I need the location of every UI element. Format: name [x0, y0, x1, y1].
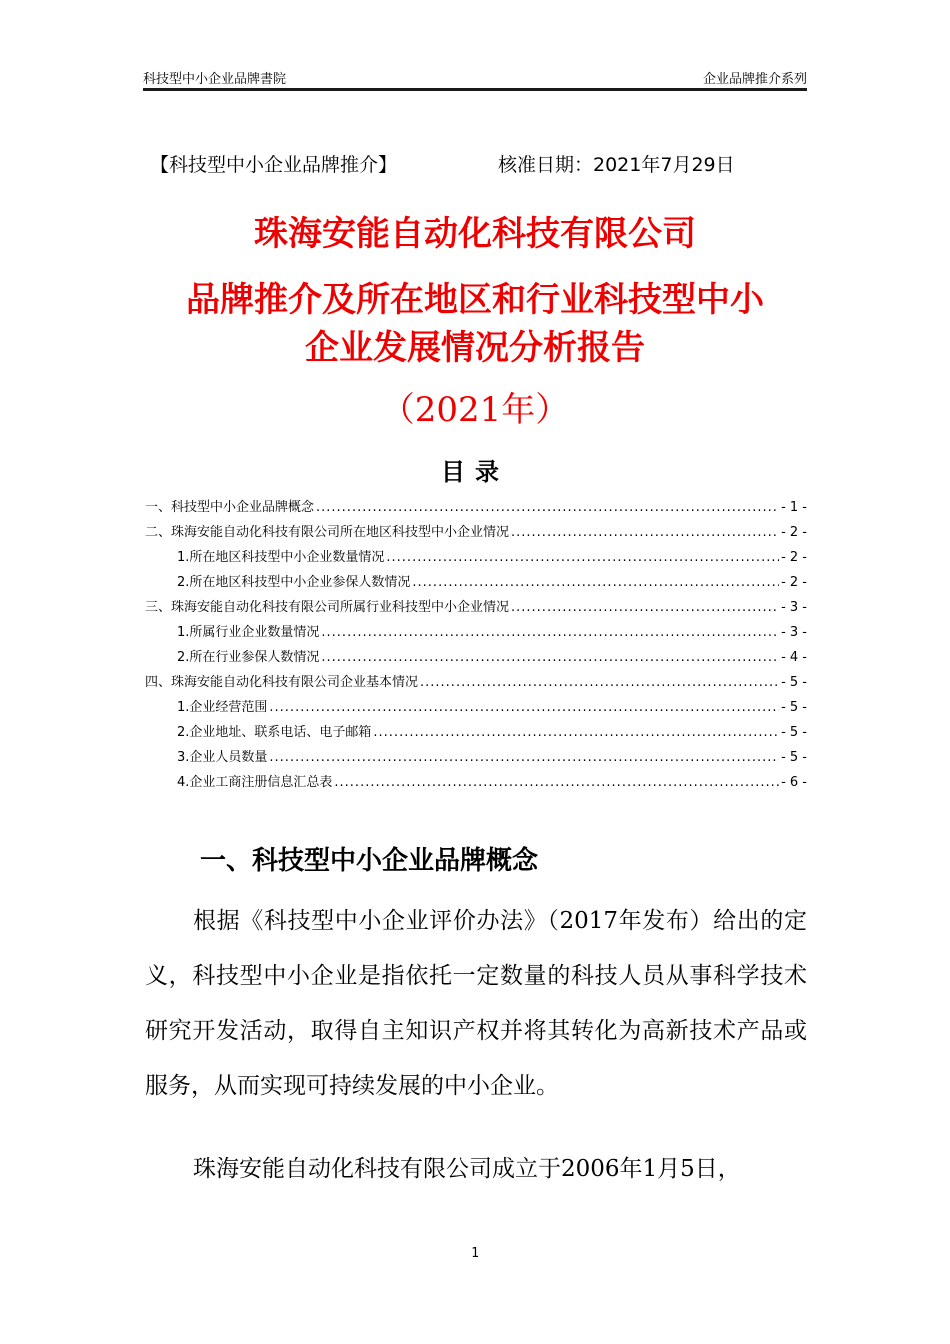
toc-item-label: 2.所在地区科技型中小企业参保人数情况: [177, 575, 411, 590]
toc-leader-dots: [316, 500, 779, 515]
title-line-2: 品牌推介及所在地区和行业科技型中小: [186, 280, 764, 320]
toc-subitem[interactable]: [145, 721, 807, 746]
toc-leader-dots: [373, 725, 779, 740]
toc-leader-dots: [386, 550, 779, 565]
toc-leader-dots: [334, 775, 779, 790]
toc-item-page: - 5 -: [781, 700, 807, 715]
document-tag: 【科技型中小企业品牌推介】: [150, 154, 398, 176]
toc-item[interactable]: [145, 671, 807, 696]
toc-item-label: 1.所在地区科技型中小企业数量情况: [177, 550, 385, 565]
page-header: [143, 66, 807, 91]
toc-item-page: - 5 -: [781, 725, 807, 740]
toc-item-page: - 2 -: [781, 575, 807, 590]
toc-item-page: - 3 -: [781, 600, 807, 615]
toc-subitem[interactable]: [145, 571, 807, 596]
toc-leader-dots: [269, 700, 779, 715]
toc-subitem[interactable]: [145, 696, 807, 721]
table-of-contents: [145, 496, 807, 796]
toc-item-page: - 2 -: [781, 550, 807, 565]
toc-item-page: - 5 -: [781, 750, 807, 765]
toc-subitem[interactable]: [145, 546, 807, 571]
toc-item-label: 4.企业工商注册信息汇总表: [177, 775, 333, 790]
toc-item-page: - 3 -: [781, 625, 807, 640]
toc-item[interactable]: [145, 596, 807, 621]
toc-leader-dots: [269, 750, 779, 765]
toc-subitem[interactable]: [145, 646, 807, 671]
toc-subitem[interactable]: [145, 771, 807, 796]
approval-date: 核准日期：2021年7月29日: [498, 154, 735, 176]
toc-leader-dots: [511, 525, 779, 540]
toc-item-page: - 1 -: [781, 500, 807, 515]
toc-leader-dots: [420, 675, 779, 690]
toc-leader-dots: [511, 600, 779, 615]
toc-item-label: 二、珠海安能自动化科技有限公司所在地区科技型中小企业情况: [145, 525, 510, 540]
toc-item-label: 3.企业人员数量: [177, 750, 268, 765]
toc-item[interactable]: [145, 496, 807, 521]
toc-leader-dots: [412, 575, 779, 590]
toc-item-label: 1.企业经营范围: [177, 700, 268, 715]
section-heading: 一、科技型中小企业品牌概念: [200, 846, 539, 876]
title-line-3: 企业发展情况分析报告: [305, 328, 645, 368]
toc-item-label: 一、科技型中小企业品牌概念: [145, 500, 315, 515]
toc-leader-dots: [321, 625, 779, 640]
title-year: （2021年）: [380, 390, 570, 430]
toc-title: 目录: [441, 458, 509, 486]
body-paragraph: 珠海安能自动化科技有限公司成立于2006年1月5日，: [193, 1156, 741, 1182]
toc-item-label: 2.企业地址、联系电话、电子邮箱: [177, 725, 372, 740]
body-paragraph: 根据《科技型中小企业评价办法》（2017年发布）给出的定义，科技型中小企业是指依托一定数量的科技人员从事科学技术研究开发活动，取得自主知识产权并将其转化为高新技术产品或服务，从而实现可持续发展的中小企业。: [145, 908, 807, 1099]
toc-item-page: - 5 -: [781, 675, 807, 690]
toc-leader-dots: [321, 650, 779, 665]
header-left-text: 科技型中小企业品牌書院: [143, 72, 287, 87]
toc-subitem[interactable]: [145, 621, 807, 646]
toc-subitem[interactable]: [145, 746, 807, 771]
toc-item-label: 三、珠海安能自动化科技有限公司所属行业科技型中小企业情况: [145, 600, 510, 615]
toc-item[interactable]: [145, 521, 807, 546]
page-number: 1: [471, 1246, 479, 1261]
toc-item-label: 2.所在行业参保人数情况: [177, 650, 320, 665]
toc-item-page: - 2 -: [781, 525, 807, 540]
toc-item-page: - 6 -: [781, 775, 807, 790]
toc-item-label: 1.所属行业企业数量情况: [177, 625, 320, 640]
header-right-text: 企业品牌推介系列: [702, 72, 807, 87]
toc-item-label: 四、珠海安能自动化科技有限公司企业基本情况: [145, 675, 419, 690]
toc-item-page: - 4 -: [781, 650, 807, 665]
title-company: 珠海安能自动化科技有限公司: [254, 214, 696, 254]
